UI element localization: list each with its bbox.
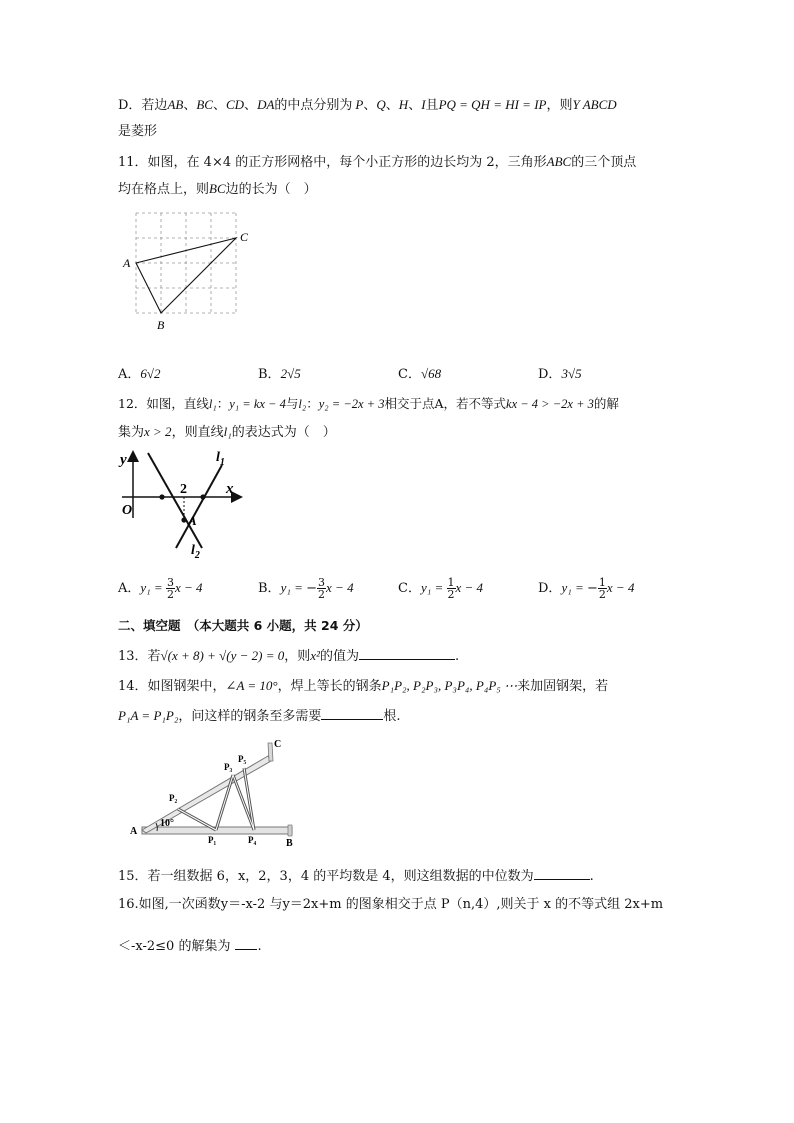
option-letter: D． [538, 581, 562, 596]
label-c: C [274, 739, 282, 750]
q11-option-a[interactable] [118, 364, 161, 385]
q12-stem-line1 [118, 394, 619, 414]
point-h: H [398, 97, 409, 112]
point-x2 [200, 494, 205, 499]
q16-stem-line2 [118, 935, 262, 957]
q12-text: 12．如图，直线 [118, 396, 209, 411]
option-letter: B． [258, 581, 281, 596]
equal-bar-condition: P₁A = P₁P₂ [118, 708, 179, 723]
label-p1: P₂ [169, 793, 178, 803]
segment-ab: AB [167, 97, 184, 112]
grid-lines [136, 213, 236, 313]
denominator: 2 [166, 588, 174, 601]
angle-a: ∠A = 10° [225, 678, 278, 693]
q12-option-d[interactable] [538, 577, 634, 600]
separator: 、 [385, 98, 399, 113]
option-letter: A． [118, 581, 141, 596]
label-l2: $l_2$ [191, 543, 200, 561]
label-b: B [286, 838, 293, 847]
denominator: 2 [598, 588, 606, 601]
parallelogram-abcd: Y ABCD [572, 97, 617, 112]
option-sign: − [587, 581, 598, 596]
point-on-x [159, 494, 164, 499]
line-l1 [176, 465, 222, 548]
equation-l2: y₂ = −2x + 3 [318, 397, 385, 411]
option-letter: A． [118, 367, 141, 382]
separator: 、 [183, 98, 197, 113]
label-10deg: 10° [160, 818, 174, 829]
q10-option-d-line1 [118, 95, 617, 116]
colon: ： [306, 396, 319, 411]
period: . [454, 649, 460, 664]
q12-text: ，则直线 [171, 425, 224, 440]
denominator: 2 [318, 588, 326, 601]
option-fraction [317, 577, 326, 600]
with-text: 与 [285, 396, 299, 411]
q16-stem-line1: 16.如图,一次函数y＝-x-2 与y＝2x+m 的图象相交于点 P（n,4）,则关于 x 的不等式组 2x+m [118, 897, 664, 912]
option-letter: B． [258, 367, 281, 382]
point-i: I [421, 97, 426, 112]
option-rhs: x − 4 [455, 580, 484, 595]
midpoint-text: 的中点分别为 [274, 98, 353, 113]
point-a [181, 517, 186, 522]
option-lhs: y₁ = [420, 580, 447, 595]
option-sign: − [306, 581, 318, 596]
separator: 、 [212, 98, 226, 113]
q14-steel-frame-figure [128, 735, 298, 847]
q10d-prefix: D．若边 [118, 98, 168, 113]
q13-text: 13．若 [118, 649, 161, 664]
q12-text-end: 的表达式为（ ） [231, 425, 336, 440]
numerator: 1 [598, 576, 606, 589]
q14-text: 14．如图钢架中， [118, 679, 226, 694]
numerator: 1 [447, 576, 455, 589]
option-letter: D． [538, 367, 562, 382]
label-y: y [120, 452, 127, 468]
section-2-heading: 二、填空题 （本大题共 6 小题，共 24 分） [118, 618, 368, 633]
and-text: 且 [425, 98, 439, 113]
option-rhs: x − 4 [174, 580, 203, 595]
q12-text: 集为 [118, 425, 145, 440]
line-l2 [148, 453, 202, 548]
then-text: ，则 [546, 98, 573, 113]
q11-text: 均在格点上，则 [118, 182, 210, 197]
q13-text: ，则 [284, 649, 311, 664]
q12-option-b[interactable] [258, 577, 354, 600]
label-p3: P₁ [208, 835, 217, 845]
inequality: kx − 4 > −2x + 3 [506, 397, 594, 411]
answer-blank[interactable] [534, 865, 590, 880]
label-b: B [157, 318, 165, 332]
label-o: O [122, 503, 133, 518]
numerator: 3 [318, 576, 326, 589]
line-l1-name: l₁ [208, 397, 217, 411]
q11-option-d[interactable] [538, 364, 582, 385]
segment-cd: CD [225, 97, 245, 112]
equal-sides-equation: PQ = QH = HI = IP [438, 97, 547, 112]
option-fraction [166, 577, 175, 600]
equation-l1: y₁ = kx − 4 [229, 397, 286, 411]
option-letter: C． [398, 581, 421, 596]
q14-text: ，问这样的钢条至多需要 [178, 709, 322, 724]
q15-stem [118, 865, 594, 887]
numerator: 3 [166, 576, 174, 589]
q11-text-end: 边的长为（ ） [225, 182, 317, 197]
denominator: 2 [447, 588, 455, 601]
q12-option-c[interactable] [398, 577, 483, 600]
option-fraction [598, 577, 607, 600]
label-2: 2 [180, 482, 187, 497]
line-l2-name: l₂ [298, 397, 307, 411]
q14-text: 来加固钢架，若 [517, 679, 609, 694]
label-a: A [123, 256, 131, 270]
option-value: 6√2 [140, 366, 161, 381]
line-l1-name: l₁ [223, 424, 232, 439]
option-fraction [447, 577, 456, 600]
segment-bc: BC [209, 181, 226, 196]
q11-stem-line2 [118, 179, 317, 200]
q15-text: 15．若一组数据 6，x，2，3，4 的平均数是 4，则这组数据的中位数为 [118, 869, 534, 884]
label-p5: P₄ [248, 835, 257, 845]
q13-stem [118, 645, 459, 667]
period: . [589, 869, 594, 884]
label-p3-top: P₃ [224, 762, 233, 772]
q14-stem-line2 [118, 705, 401, 727]
sqrt-equation: √(x + 8) + √(y − 2) = 0 [160, 648, 285, 663]
base-end [288, 825, 292, 836]
answer-blank[interactable] [321, 705, 383, 720]
q12-stem-line2 [118, 422, 336, 443]
segment-da: DA [257, 97, 275, 112]
option-lhs: y₁ = [140, 580, 166, 595]
label-p5-top: P₅ [238, 754, 247, 764]
option-lhs: y₁ = [280, 580, 307, 595]
q12-graph-figure [118, 448, 253, 563]
triangle-abc: ABC [546, 154, 572, 169]
option-rhs: x − 4 [326, 580, 354, 595]
q14-stem-line1 [118, 676, 608, 697]
bar-list: P₁P₂, P₂P₃, P₃P₄, P₄P₅ ⋯ [381, 678, 518, 693]
separator: 、 [244, 98, 258, 113]
q11-text: 11．如图，在 4×4 的正方形网格中，每个小正方形的边长均为 2，三角形 [118, 155, 547, 170]
q12-text-end: 的解 [593, 396, 619, 411]
intersect-text: 相交于点A，若不等式 [384, 396, 507, 411]
separator: 、 [363, 98, 377, 113]
solution-condition: x > 2 [144, 424, 172, 439]
option-value: 3√5 [561, 366, 582, 381]
q10-option-d-line2: 是菱形 [118, 124, 158, 139]
label-a: A [130, 826, 138, 837]
q16-text: ＜-x-2≤0 的解集为 [118, 939, 231, 954]
end-bracket [268, 743, 273, 761]
x-squared: x² [310, 648, 320, 663]
option-value: 2√5 [280, 366, 301, 381]
q11-grid-figure [118, 205, 253, 335]
segment-bc: BC [196, 97, 213, 112]
label-a: A [188, 513, 197, 528]
q12-option-a[interactable] [118, 577, 203, 600]
answer-blank[interactable] [359, 645, 455, 660]
option-rhs: x − 4 [606, 580, 635, 595]
option-value: √68 [420, 366, 442, 381]
label-c: C [240, 230, 249, 244]
q11-option-b[interactable] [258, 364, 301, 385]
point-p: P [355, 97, 364, 112]
point-q: Q [376, 97, 386, 112]
label-x: x [226, 481, 234, 497]
q11-text-end: 的三个顶点 [571, 155, 637, 170]
option-letter: C． [398, 367, 421, 382]
colon: ： [216, 396, 230, 411]
q11-option-c[interactable] [398, 364, 441, 385]
q13-text: 的值为 [319, 649, 359, 664]
label-l1: $l_1$ [216, 450, 225, 468]
q14-text-end: 根. [383, 709, 401, 724]
period: . [257, 939, 262, 954]
q14-text: ，焊上等长的钢条 [277, 679, 382, 694]
separator: 、 [408, 98, 422, 113]
answer-blank[interactable] [235, 935, 257, 950]
option-lhs: y₁ = [561, 580, 587, 595]
q11-stem-line1 [118, 152, 636, 173]
